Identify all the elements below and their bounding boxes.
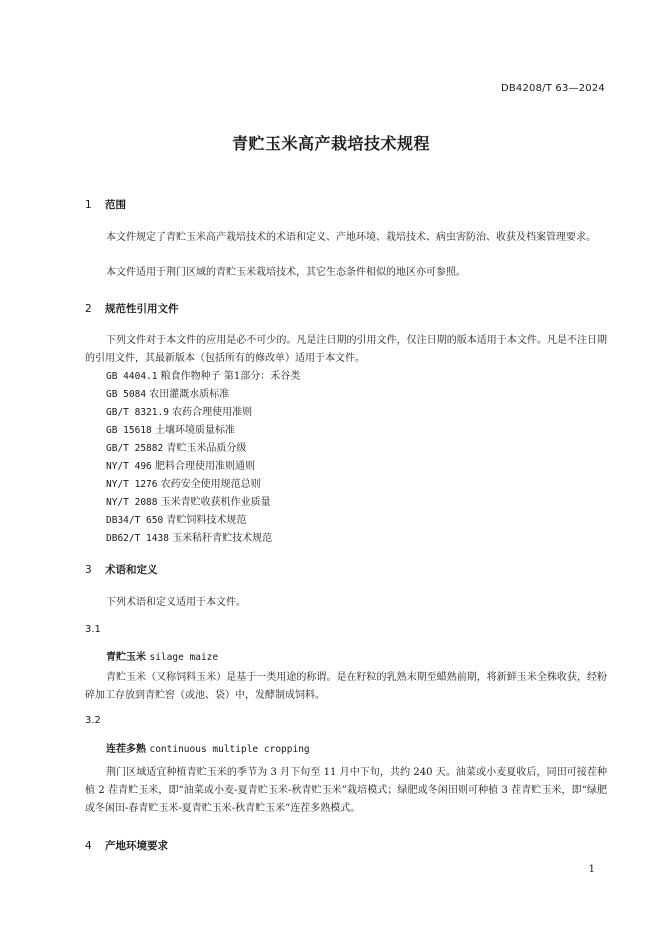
term-3-2 <box>106 740 310 755</box>
reference-name: 玉米青贮收获机作业质量 <box>160 497 271 508</box>
reference-item <box>106 404 300 422</box>
reference-code: NY/T 1276 <box>106 479 158 490</box>
section-2-paragraph-1: 下列文件对于本文件的应用是必不可少的。凡是注日期的引用文件，仅注日期的版本适用于本文件。凡是不注日期的引用文件，其最新版本（包括所有的修改单）适用于本文件。 <box>85 335 607 364</box>
section-4-title: 产地环境要求 <box>105 840 168 852</box>
term-3-2-chinese: 连茬多熟 <box>106 744 146 755</box>
section-1-paragraph-1: 本文件规定了青贮玉米高产栽培技术的术语和定义、产地环境、栽培技术、病虫害防治、收获及档案管理要求。 <box>106 232 596 243</box>
term-3-1-definition: 青贮玉米（又称饲料玉米）是基于一类用途的称谓。是在籽粒的乳熟末期至蜡熟前期，将新鲜玉米全株收获，经粉碎加工存放到青贮窖（或池、袋）中，发酵制成饲料。 <box>85 672 607 701</box>
section-3-title: 术语和定义 <box>105 564 158 576</box>
section-4-number: 4 <box>85 840 92 852</box>
reference-name: 农药安全使用规范总则 <box>160 479 261 490</box>
reference-code: DB62/T 1438 <box>106 533 169 544</box>
term-3-1-number: 3.1 <box>85 624 101 635</box>
reference-code: NY/T 2088 <box>106 497 158 508</box>
reference-code: GB 5084 <box>106 389 147 400</box>
page-number: 1 <box>588 864 595 875</box>
reference-code: NY/T 496 <box>106 461 152 472</box>
section-2-number: 2 <box>85 303 92 315</box>
section-3-heading <box>85 562 158 577</box>
section-4-heading <box>85 838 168 853</box>
reference-name: 青贮玉米品质分级 <box>166 443 247 454</box>
section-1-title: 范围 <box>105 199 126 211</box>
reference-item <box>106 476 300 494</box>
section-1-paragraph-2: 本文件适用于荆门区域的青贮玉米栽培技术，其它生态条件相似的地区亦可参照。 <box>106 267 466 278</box>
term-3-2-english: continuous multiple cropping <box>149 744 310 755</box>
reference-code: GB 4404.1 <box>106 371 158 382</box>
section-2-heading <box>85 301 179 316</box>
reference-code: GB 15618 <box>106 425 152 436</box>
reference-name: 农药合理使用准则 <box>172 407 253 418</box>
section-3-number: 3 <box>85 564 92 576</box>
term-3-1 <box>106 648 218 663</box>
reference-item <box>106 368 300 386</box>
section-3-intro: 下列术语和定义适用于本文件。 <box>106 597 246 608</box>
reference-item <box>106 512 300 530</box>
reference-item <box>106 440 300 458</box>
term-3-1-chinese: 青贮玉米 <box>106 652 146 663</box>
reference-name: 肥料合理使用准则通则 <box>154 461 255 472</box>
reference-code: GB/T 25882 <box>106 443 164 454</box>
reference-name: 青贮饲料技术规范 <box>166 515 247 526</box>
section-1-heading <box>85 197 126 212</box>
reference-list <box>106 368 300 548</box>
reference-name: 粮食作物种子 第1部分：禾谷类 <box>160 371 301 382</box>
section-2-title: 规范性引用文件 <box>105 303 179 315</box>
reference-item <box>106 530 300 548</box>
term-3-1-english: silage maize <box>149 652 219 663</box>
document-title: 青贮玉米高产栽培技术规程 <box>231 134 430 153</box>
reference-code: DB34/T 650 <box>106 515 164 526</box>
term-3-2-number: 3.2 <box>85 715 101 726</box>
term-3-2-definition: 荆门区域适宜种植青贮玉米的季节为 3 月下旬至 11 月中下旬，共约 240 天。油菜或小麦夏收后，同田可接茬种植 2 茬青贮玉米，即“油菜或小麦-夏青贮玉米-秋青贮玉米”栽培模式；绿肥或冬闲田则可种植 3 茬青贮玉米，即“绿肥或冬闲田-春青贮玉米-夏青贮玉米-秋青贮玉米”连茬多熟模式。 <box>85 767 607 814</box>
reference-item <box>106 422 300 440</box>
reference-name: 土壤环境质量标准 <box>154 425 235 436</box>
reference-item <box>106 494 300 512</box>
reference-name: 农田灌溉水质标准 <box>149 389 230 400</box>
document-code: DB4208/T 63—2024 <box>500 83 605 94</box>
reference-name: 玉米秸秆青贮技术规范 <box>172 533 273 544</box>
reference-item <box>106 386 300 404</box>
reference-item <box>106 458 300 476</box>
reference-code: GB/T 8321.9 <box>106 407 169 418</box>
section-1-number: 1 <box>85 199 92 211</box>
